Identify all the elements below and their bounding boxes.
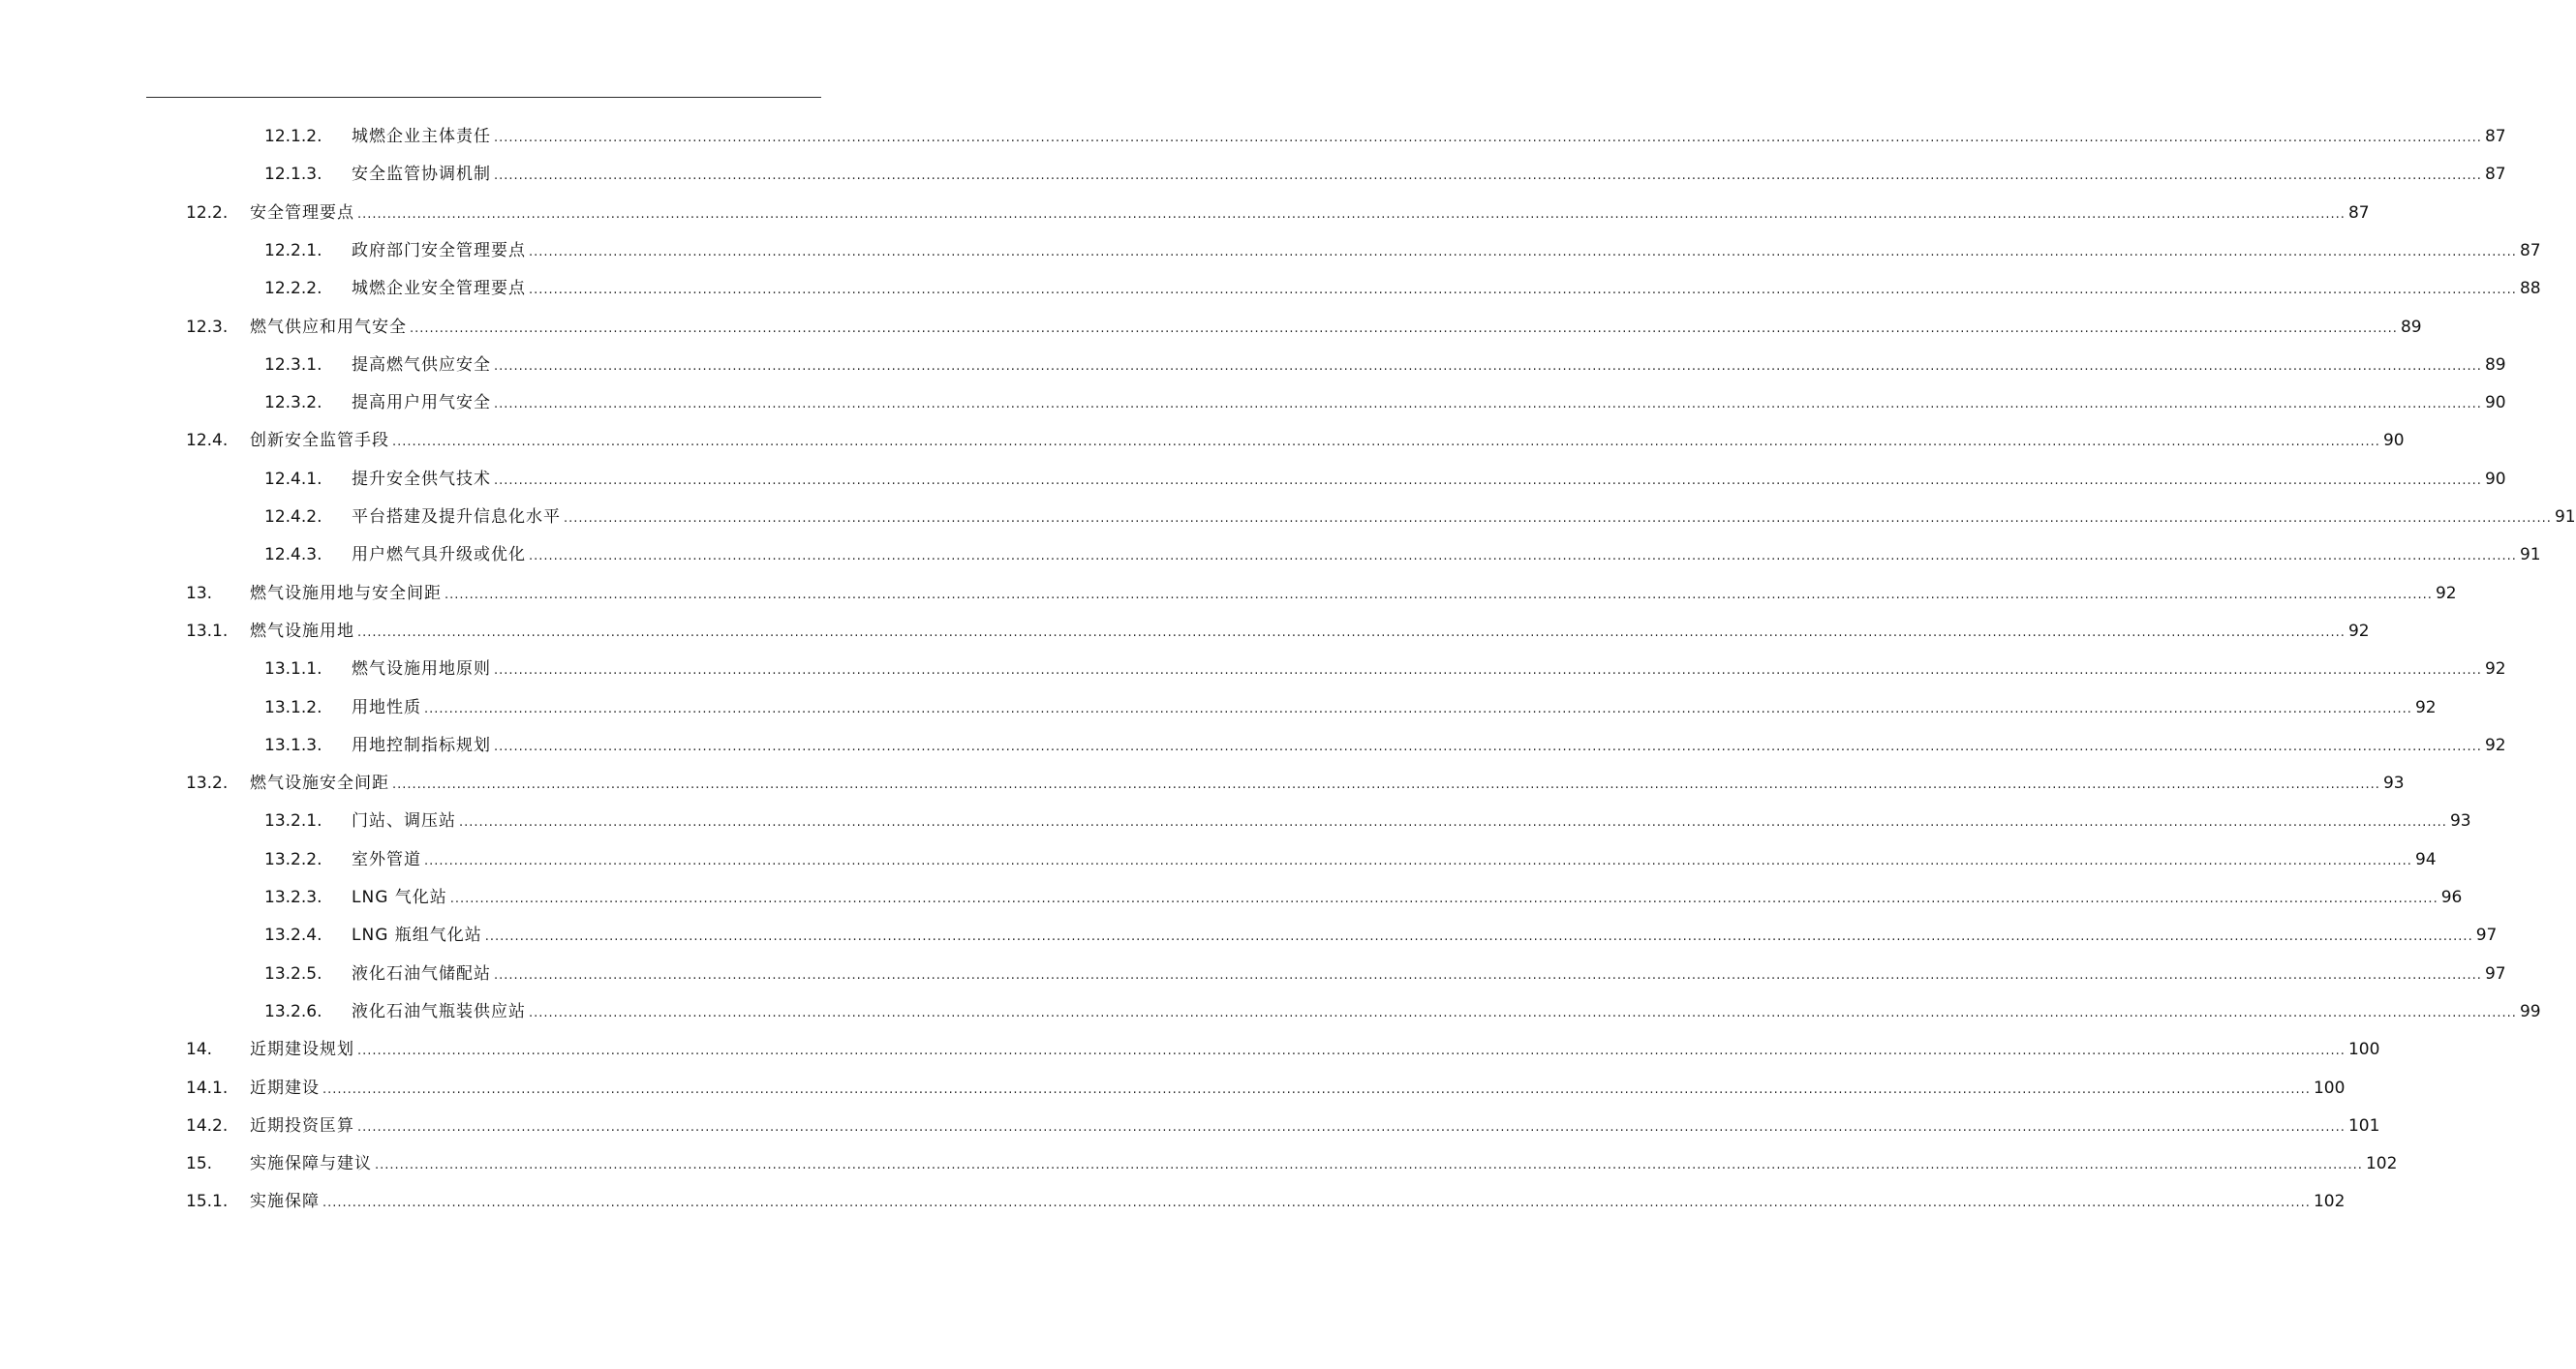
toc-dot-leader: ................................................................................................................................................................................................................................................................................................................................................................................................................ bbox=[529, 244, 2517, 259]
toc-dot-leader: ................................................................................................................................................................................................................................................................................................................................................................................................................ bbox=[445, 587, 2433, 602]
toc-entry-number: 12.2. bbox=[186, 202, 229, 223]
toc-entry-title[interactable]: 政府部门安全管理要点 bbox=[352, 240, 526, 260]
toc-entry-page-number: 99 bbox=[2519, 1001, 2541, 1021]
toc-entry[interactable] bbox=[0, 1070, 2346, 1108]
toc-entry-number: 13.1. bbox=[186, 621, 229, 641]
toc-dot-leader: ................................................................................................................................................................................................................................................................................................................................................................................................................ bbox=[494, 967, 2482, 983]
toc-entry-leader-line bbox=[352, 803, 2471, 841]
toc-entry-page-number: 90 bbox=[2484, 393, 2506, 413]
toc-entry-number: 15.1. bbox=[186, 1192, 229, 1212]
toc-entry-title[interactable]: 燃气设施用地与安全间距 bbox=[250, 583, 442, 603]
toc-entry-number: 13.2.5. bbox=[264, 963, 322, 984]
toc-dot-leader: ................................................................................................................................................................................................................................................................................................................................................................................................................ bbox=[322, 1081, 2311, 1097]
toc-entry-page-number: 92 bbox=[2435, 583, 2457, 603]
toc-entry-title[interactable]: 提高燃气供应安全 bbox=[352, 354, 491, 375]
toc-entry-number: 13.2.1. bbox=[264, 811, 322, 832]
toc-dot-leader: ................................................................................................................................................................................................................................................................................................................................................................................................................ bbox=[424, 853, 2412, 868]
header-rule bbox=[146, 97, 821, 98]
toc-entry-page-number: 102 bbox=[2313, 1192, 2346, 1212]
toc-entry[interactable] bbox=[0, 879, 2463, 917]
toc-entry[interactable] bbox=[0, 1183, 2346, 1221]
toc-entry-number: 13.2.2. bbox=[264, 849, 322, 869]
toc-entry[interactable] bbox=[0, 422, 2405, 460]
toc-entry[interactable] bbox=[0, 765, 2405, 803]
toc-entry-page-number: 90 bbox=[2382, 431, 2405, 451]
toc-entry-leader-line bbox=[250, 195, 2370, 233]
toc-dot-leader: ................................................................................................................................................................................................................................................................................................................................................................................................................ bbox=[494, 397, 2482, 412]
toc-entry-page-number: 100 bbox=[2347, 1040, 2380, 1060]
toc-entry-leader-line bbox=[352, 536, 2541, 575]
toc-entry-number: 12.1.3. bbox=[264, 165, 322, 185]
toc-entry-leader-line bbox=[352, 651, 2506, 689]
toc-dot-leader: ................................................................................................................................................................................................................................................................................................................................................................................................................ bbox=[322, 1196, 2311, 1211]
toc-entry[interactable] bbox=[0, 956, 2506, 993]
toc-entry-title[interactable]: 安全管理要点 bbox=[250, 202, 354, 223]
toc-entry-page-number: 88 bbox=[2519, 279, 2541, 299]
toc-entry-leader-line bbox=[352, 384, 2506, 423]
toc-entry-leader-line bbox=[250, 422, 2405, 461]
toc-entry-page-number: 94 bbox=[2414, 849, 2437, 869]
toc-entry[interactable] bbox=[0, 384, 2506, 422]
toc-entry-number: 14. bbox=[186, 1040, 213, 1060]
toc-entry-leader-line bbox=[352, 917, 2498, 956]
toc-entry-leader-line bbox=[352, 841, 2437, 880]
toc-entry-leader-line bbox=[352, 993, 2541, 1032]
toc-entry-number: 13.2.3. bbox=[264, 888, 322, 907]
toc-entry-page-number: 102 bbox=[2365, 1154, 2398, 1174]
toc-entry-leader-line bbox=[352, 689, 2437, 728]
toc-entry-title[interactable]: 城燃企业安全管理要点 bbox=[352, 279, 526, 299]
toc-entry-leader-line bbox=[250, 1183, 2346, 1222]
toc-entry[interactable] bbox=[0, 651, 2506, 688]
toc-dot-leader: ................................................................................................................................................................................................................................................................................................................................................................................................................ bbox=[494, 472, 2482, 488]
toc-entry-leader-line bbox=[250, 309, 2422, 348]
toc-entry-number: 14.2. bbox=[186, 1115, 229, 1136]
toc-entry[interactable] bbox=[0, 1108, 2380, 1145]
toc-entry-page-number: 90 bbox=[2484, 469, 2506, 489]
toc-dot-leader: ................................................................................................................................................................................................................................................................................................................................................................................................................ bbox=[494, 663, 2482, 679]
toc-entry-page-number: 92 bbox=[2347, 621, 2370, 641]
toc-entry-number: 12.2.1. bbox=[264, 240, 322, 260]
toc-entry[interactable] bbox=[0, 689, 2437, 727]
toc-entry[interactable] bbox=[0, 841, 2437, 879]
toc-entry-number: 12.4.3. bbox=[264, 545, 322, 565]
toc-entry-title[interactable]: 用地性质 bbox=[352, 697, 421, 717]
toc-dot-leader: ................................................................................................................................................................................................................................................................................................................................................................................................................ bbox=[357, 1044, 2346, 1059]
toc-entry-page-number: 92 bbox=[2484, 735, 2506, 755]
toc-entry[interactable] bbox=[0, 1031, 2380, 1069]
toc-entry-leader-line bbox=[352, 118, 2506, 157]
toc-entry-number: 15. bbox=[186, 1154, 213, 1174]
toc-dot-leader: ................................................................................................................................................................................................................................................................................................................................................................................................................ bbox=[529, 1005, 2517, 1020]
toc-dot-leader: ................................................................................................................................................................................................................................................................................................................................................................................................................ bbox=[494, 358, 2482, 374]
toc-entry-page-number: 87 bbox=[2484, 127, 2506, 146]
toc-entry-title[interactable]: 城燃企业主体责任 bbox=[352, 127, 491, 146]
toc-entry-number: 14.1. bbox=[186, 1078, 229, 1098]
toc-entry-page-number: 87 bbox=[2519, 240, 2541, 260]
toc-entry[interactable] bbox=[0, 803, 2471, 840]
toc-entry[interactable] bbox=[0, 118, 2506, 156]
toc-entry-page-number: 89 bbox=[2484, 354, 2506, 375]
toc-entry-page-number: 97 bbox=[2475, 926, 2498, 946]
toc-entry-number: 12.4.1. bbox=[264, 469, 322, 489]
toc-entry-title[interactable]: 近期建设 bbox=[250, 1078, 320, 1098]
toc-entry-page-number: 92 bbox=[2414, 697, 2437, 717]
toc-entry[interactable] bbox=[0, 727, 2506, 765]
toc-dot-leader: ................................................................................................................................................................................................................................................................................................................................................................................................................ bbox=[357, 1119, 2346, 1135]
toc-entry-title[interactable]: 创新安全监管手段 bbox=[250, 431, 389, 451]
toc-dot-leader: ................................................................................................................................................................................................................................................................................................................................................................................................................ bbox=[459, 815, 2447, 831]
toc-dot-leader: ................................................................................................................................................................................................................................................................................................................................................................................................................ bbox=[357, 206, 2346, 222]
toc-entry-number: 13.2.6. bbox=[264, 1001, 322, 1021]
toc-entry-page-number: 100 bbox=[2313, 1078, 2346, 1098]
toc-entry-title[interactable]: 液化石油气储配站 bbox=[352, 963, 491, 984]
toc-entry-title[interactable]: 安全监管协调机制 bbox=[352, 165, 491, 185]
toc-entry-number: 13.2.4. bbox=[264, 926, 322, 946]
toc-entry-leader-line bbox=[352, 156, 2506, 195]
toc-entry-number: 13.2. bbox=[186, 774, 229, 794]
toc-dot-leader: ................................................................................................................................................................................................................................................................................................................................................................................................................ bbox=[494, 168, 2482, 184]
toc-entry-number: 12.3. bbox=[186, 317, 229, 337]
toc-entry[interactable] bbox=[0, 309, 2422, 347]
toc-entry-number: 13.1.1. bbox=[264, 659, 322, 680]
toc-entry-leader-line bbox=[352, 499, 2576, 537]
toc-entry-number: 12.4.2. bbox=[264, 507, 322, 527]
toc-entry-page-number: 101 bbox=[2347, 1115, 2380, 1136]
toc-dot-leader: ................................................................................................................................................................................................................................................................................................................................................................................................................ bbox=[529, 549, 2517, 564]
toc-dot-leader: ................................................................................................................................................................................................................................................................................................................................................................................................................ bbox=[392, 777, 2380, 793]
toc-entry-leader-line bbox=[250, 1145, 2398, 1184]
toc-dot-leader: ................................................................................................................................................................................................................................................................................................................................................................................................................ bbox=[484, 929, 2473, 945]
toc-entry-leader-line bbox=[250, 1108, 2380, 1146]
toc-entry-number: 13.1.3. bbox=[264, 735, 322, 755]
toc-entry-number: 12.2.2. bbox=[264, 279, 322, 299]
toc-dot-leader: ................................................................................................................................................................................................................................................................................................................................................................................................................ bbox=[564, 511, 2552, 526]
toc-dot-leader: ................................................................................................................................................................................................................................................................................................................................................................................................................ bbox=[529, 283, 2517, 298]
toc-entry[interactable] bbox=[0, 347, 2506, 384]
toc-entry-number: 12.4. bbox=[186, 431, 229, 451]
toc-entry-title[interactable]: 近期投资匡算 bbox=[250, 1115, 354, 1136]
toc-entry-title[interactable]: 燃气供应和用气安全 bbox=[250, 317, 407, 337]
toc-dot-leader: ................................................................................................................................................................................................................................................................................................................................................................................................................ bbox=[494, 131, 2482, 145]
toc-entry-page-number: 97 bbox=[2484, 963, 2506, 984]
toc-entry[interactable] bbox=[0, 195, 2370, 232]
toc-entry-leader-line bbox=[250, 575, 2457, 614]
toc-entry[interactable] bbox=[0, 575, 2457, 613]
toc-entry-title[interactable]: 实施保障与建议 bbox=[250, 1154, 372, 1174]
toc-entry-page-number: 91 bbox=[2519, 545, 2541, 565]
toc-dot-leader: ................................................................................................................................................................................................................................................................................................................................................................................................................ bbox=[494, 739, 2482, 754]
toc-entry[interactable] bbox=[0, 461, 2506, 499]
toc-entry-number: 12.1.2. bbox=[264, 127, 322, 146]
toc-entry[interactable] bbox=[0, 536, 2541, 574]
toc-entry-title[interactable]: 提高用户用气安全 bbox=[352, 393, 491, 413]
toc-entry-title[interactable]: LNG 瓶组气化站 bbox=[352, 926, 482, 946]
toc-entry-title[interactable]: LNG 气化站 bbox=[352, 888, 447, 907]
toc-entry-page-number: 91 bbox=[2554, 507, 2576, 527]
toc-entry-leader-line bbox=[352, 727, 2506, 766]
toc-entry-page-number: 87 bbox=[2347, 202, 2370, 223]
toc-entry-title[interactable]: 提升安全供气技术 bbox=[352, 469, 491, 489]
toc-entry-leader-line bbox=[250, 765, 2405, 804]
toc-entry-leader-line bbox=[250, 1031, 2380, 1070]
toc-entry-title[interactable]: 燃气设施安全间距 bbox=[250, 774, 389, 794]
toc-entry-leader-line bbox=[250, 613, 2370, 652]
toc-entry-leader-line bbox=[352, 270, 2541, 309]
toc-entry-title[interactable]: 平台搭建及提升信息化水平 bbox=[352, 507, 561, 527]
toc-entry-leader-line bbox=[352, 232, 2541, 271]
toc-entry-page-number: 93 bbox=[2382, 774, 2405, 794]
toc-dot-leader: ................................................................................................................................................................................................................................................................................................................................................................................................................ bbox=[392, 435, 2380, 450]
toc-entry-page-number: 93 bbox=[2449, 811, 2471, 832]
toc-entry-page-number: 92 bbox=[2484, 659, 2506, 680]
toc-entry-leader-line bbox=[250, 1070, 2346, 1109]
toc-dot-leader: ................................................................................................................................................................................................................................................................................................................................................................................................................ bbox=[424, 701, 2412, 716]
toc-entry[interactable] bbox=[0, 1145, 2398, 1183]
toc-entry[interactable] bbox=[0, 917, 2498, 955]
toc-dot-leader: ................................................................................................................................................................................................................................................................................................................................................................................................................ bbox=[357, 624, 2346, 640]
toc-entry-page-number: 89 bbox=[2400, 317, 2422, 337]
toc-entry-title[interactable]: 燃气设施用地 bbox=[250, 621, 354, 641]
toc-entry-number: 13.1.2. bbox=[264, 697, 322, 717]
toc-entry[interactable] bbox=[0, 613, 2370, 651]
toc-entry-leader-line bbox=[352, 879, 2463, 918]
toc-dot-leader: ................................................................................................................................................................................................................................................................................................................................................................................................................ bbox=[449, 892, 2438, 906]
toc-entry[interactable] bbox=[0, 499, 2576, 536]
toc-entry-number: 12.3.2. bbox=[264, 393, 322, 413]
toc-entry-title[interactable]: 近期建设规划 bbox=[250, 1040, 354, 1060]
toc-entry-title[interactable]: 室外管道 bbox=[352, 849, 421, 869]
toc-entry-page-number: 87 bbox=[2484, 165, 2506, 185]
toc-entry-title[interactable]: 实施保障 bbox=[250, 1192, 320, 1212]
toc-entry-leader-line bbox=[352, 461, 2506, 500]
toc-entry[interactable] bbox=[0, 232, 2541, 270]
toc-entry-number: 12.3.1. bbox=[264, 354, 322, 375]
toc-entry-title[interactable]: 液化石油气瓶装供应站 bbox=[352, 1001, 526, 1021]
toc-entry-leader-line bbox=[352, 956, 2506, 994]
toc-entry-title[interactable]: 用地控制指标规划 bbox=[352, 735, 491, 755]
toc-dot-leader: ................................................................................................................................................................................................................................................................................................................................................................................................................ bbox=[410, 320, 2398, 336]
toc-entry-title[interactable]: 门站、调压站 bbox=[352, 811, 456, 832]
toc-dot-leader: ................................................................................................................................................................................................................................................................................................................................................................................................................ bbox=[375, 1158, 2363, 1173]
toc-entry[interactable] bbox=[0, 156, 2506, 194]
toc-entry[interactable] bbox=[0, 993, 2541, 1031]
toc-entry-number: 13. bbox=[186, 583, 213, 603]
toc-entry-leader-line bbox=[352, 347, 2506, 385]
toc-entry-title[interactable]: 燃气设施用地原则 bbox=[352, 659, 491, 680]
toc-entry[interactable] bbox=[0, 270, 2541, 308]
toc-entry-page-number: 96 bbox=[2440, 888, 2463, 907]
toc-entry-title[interactable]: 用户燃气具升级或优化 bbox=[352, 545, 526, 565]
